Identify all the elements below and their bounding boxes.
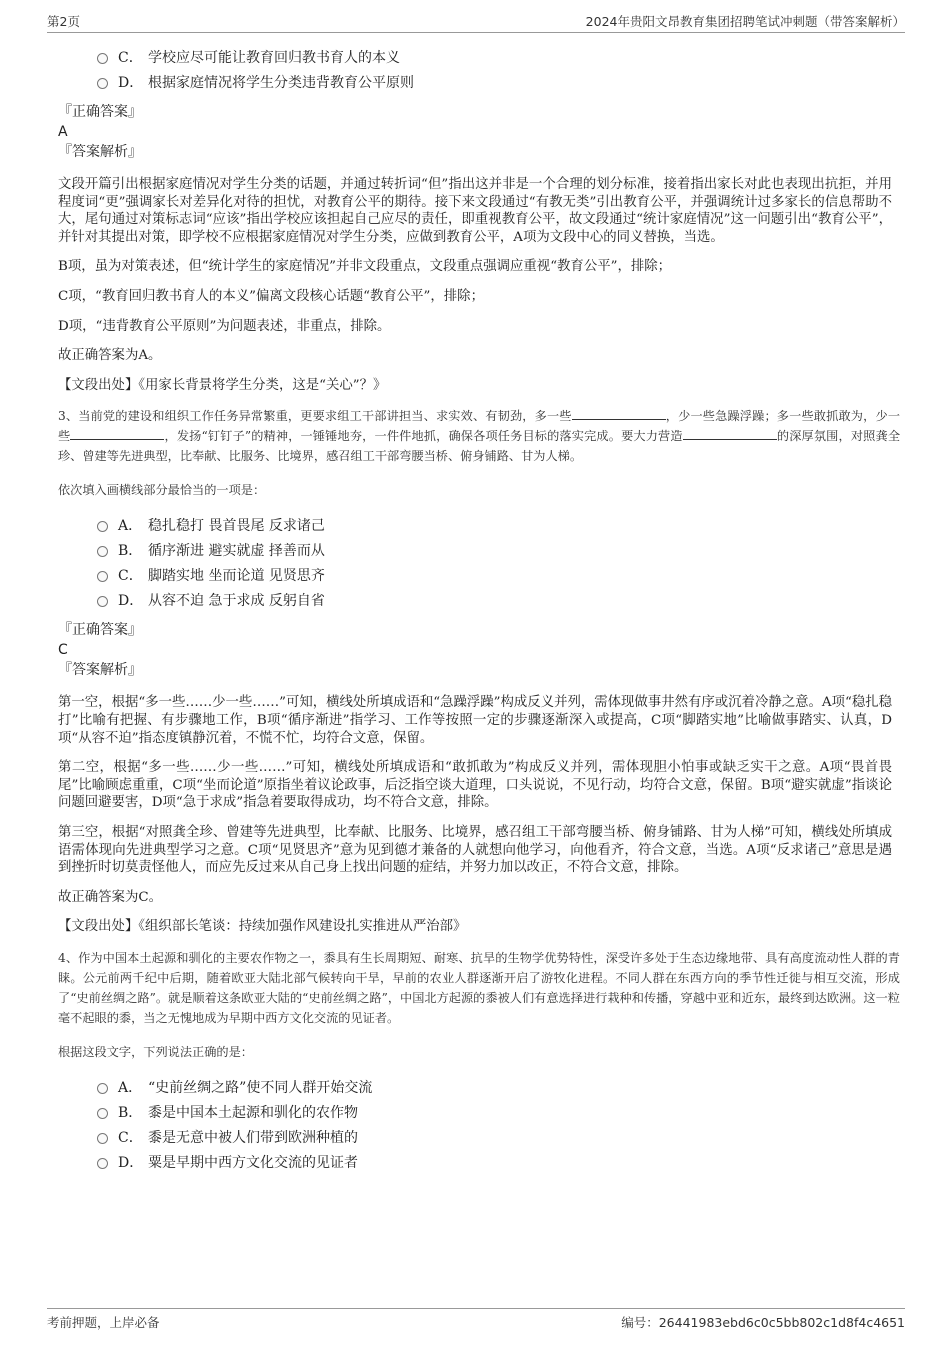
q4-option-c[interactable]: C． 黍是无意中被人们带到欧洲种植的 <box>97 1126 950 1151</box>
radio-icon[interactable] <box>97 1083 108 1094</box>
q2-analysis-paragraph: 文段开篇引出根据家庭情况对学生分类的话题，并通过转折词“但”指出这并非是一个合理的划分标准，接着指出家长对此也表现出抗拒，并用程度词“更”强调家长对差异化对待的担忧，对教育公平的期待。接下来文段通过“有教无类”引出教育公平，并强调统计过多家长的信息帮助不大，尾句通过对策标志词“应该”指出学校应该担起自己应尽的责任，即重视教育公平，故文段通过“统计家庭情况”这一问题引出“教育公平”，并针对其提出对策，即学校不应根据家庭情况对学生分类，应做到教育公平，A项为文段中心的同义替换，当选。 <box>58 177 892 245</box>
fill-blank <box>683 427 777 440</box>
q4-options <box>97 1076 950 1176</box>
q3-answer-label: 『正确答案』 <box>58 622 142 639</box>
q2-answer: A <box>58 124 68 140</box>
radio-icon[interactable] <box>97 1158 108 1169</box>
q3-option-b[interactable]: B． 循序渐进 避实就虚 择善而从 <box>97 539 950 564</box>
document-title: 2024年贵阳文昂教育集团招聘笔试冲刺题（带答案解析） <box>585 14 905 29</box>
radio-icon[interactable] <box>97 78 108 89</box>
q4-stem: 4、作为中国本土起源和驯化的主要农作物之一，黍具有生长周期短、耐寒、抗旱的生物学优势特性，深受许多处于生态边缘地带、具有高度流动性人群的青睐。公元前两千纪中后期，随着欧亚大陆北部气候转向干旱，早前的农业人群逐渐开启了游牧化进程。不同人群在东西方向的季节性迁徙与相互交流，形成了“史前丝绸之路”。就是顺着这条欧亚大陆的“史前丝绸之路”，中国北方起源的黍被人们有意选择进行栽种和传播，穿越中亚和近东，最终到达欧洲。这一粒毫不起眼的黍，当之无愧地成为早期中西方文化交流的见证者。 <box>58 950 900 1025</box>
q3-analysis-paragraph: 第二空，根据“多一些……少一些……”可知，横线处所填成语和“敢抓敢为”构成反义并列，需体现胆小怕事或缺乏实干之意。A项“畏首畏尾”比喻顾虑重重，C项“坐而论道”原指坐着议论政事，后泛指空谈大道理，口头说说，不见行动，均符合文意，保留。B项“避实就虚”指谈论问题回避要害，D项“急于求成”指急着要取得成功，均不符合文意，排除。 <box>58 760 892 811</box>
radio-icon[interactable] <box>97 1133 108 1144</box>
q4-option-b[interactable]: B． 黍是中国本土起源和驯化的农作物 <box>97 1101 950 1126</box>
q2-analysis-paragraph: B项，虽为对策表述，但“统计学生的家庭情况”并非文段重点，文段重点强调应重视“教育公平”，排除； <box>58 259 672 275</box>
q3-analysis-paragraph: 第一空，根据“多一些……少一些……”可知，横线处所填成语和“急躁浮躁”构成反义并列，需体现做事井然有序或沉着冷静之意。A项“稳扎稳打”比喻有把握、有步骤地工作，B项“循序渐进”指学习、工作等按照一定的步骤逐渐深入或提高，C项“脚踏实地”比喻做事踏实、认真，D项“从容不迫”指态度镇静沉着，不慌不忙，均符合文意，保留。 <box>58 695 892 746</box>
footer-slogan: 考前押题，上岸必备 <box>47 1315 160 1330</box>
q3-answer: C <box>58 642 68 659</box>
q3-option-d[interactable]: D． 从容不迫 急于求成 反躬自省 <box>97 589 950 614</box>
q4-instruction: 根据这段文字，下列说法正确的是： <box>58 1044 253 1059</box>
document-body <box>0 46 950 1176</box>
radio-icon[interactable] <box>97 546 108 557</box>
q2-analysis-paragraph: C项，“教育回归教书育人的本义”偏离文段核心话题“教育公平”，排除； <box>58 288 484 304</box>
q2-option-c[interactable]: C． 学校应尽可能让教育回归教书育人的本义 <box>97 46 950 71</box>
radio-icon[interactable] <box>97 53 108 64</box>
fill-blank <box>572 407 666 420</box>
q3-options <box>97 514 950 614</box>
q2-options <box>97 46 950 96</box>
q3-analysis-paragraph: 故正确答案为C。 <box>58 889 162 905</box>
q2-option-d[interactable]: D． 根据家庭情况将学生分类违背教育公平原则 <box>97 71 950 96</box>
q3-source: 【文段出处】《组织部长笔谈：持续加强作风建设扎实推进从严治部》 <box>58 919 467 935</box>
q2-analysis-label: 『答案解析』 <box>58 144 142 160</box>
q3-stem: 3、当前党的建设和组织工作任务异常繁重，更要求组工干部讲担当、求实效、有韧劲，多一些 ，少一些急躁浮躁；多一些敢抓敢为，少一些 ，发扬“钉钉子”的精神，一锤锤地夯，一件件地抓，确保各项任务目标的落实完成。要大力营造 的深厚氛围，对照龚全珍、曾建等先进典型，比奉献、比服务、比境界，感召组工干部弯腰当桥、俯身铺路、甘为人梯。 <box>58 409 901 464</box>
header-divider <box>47 32 905 33</box>
page-header <box>47 12 905 32</box>
radio-icon[interactable] <box>97 521 108 532</box>
q3-analysis-paragraph: 第三空，根据“对照龚全珍、曾建等先进典型，比奉献、比服务、比境界，感召组工干部弯腰当桥、俯身铺路、甘为人梯”可知，横线处所填成语需体现向先进典型学习之意。C项“见贤思齐”意为见到德才兼备的人就想向他学习，向他看齐，符合文意，当选。A项“反求诸己”意思是遇到挫折时切莫责怪他人，而应先反过来从自己身上找出问题的症结，并努力加以改正，不符合文意，排除。 <box>58 824 892 876</box>
q3-instruction: 依次填入画横线部分最恰当的一项是： <box>58 483 266 498</box>
q2-answer-label: 『正确答案』 <box>58 104 142 120</box>
q4-option-a[interactable]: A． “史前丝绸之路”使不同人群开始交流 <box>97 1076 950 1101</box>
q3-option-c[interactable]: C． 脚踏实地 坐而论道 见贤思齐 <box>97 564 950 589</box>
radio-icon[interactable] <box>97 571 108 582</box>
page-number: 第2页 <box>47 14 80 29</box>
q2-source: 【文段出处】《用家长背景将学生分类，这是“关心”？》 <box>58 377 387 393</box>
q2-analysis-paragraph: D项，“违背教育公平原则”为问题表述，非重点，排除。 <box>58 318 391 334</box>
q2-analysis-paragraph: 故正确答案为A。 <box>58 348 162 364</box>
radio-icon[interactable] <box>97 1108 108 1119</box>
document-id: 编号：26441983ebd6c0c5bb802c1d8f4c4651 <box>621 1315 905 1330</box>
radio-icon[interactable] <box>97 596 108 607</box>
fill-blank <box>70 427 164 440</box>
q3-analysis-label: 『答案解析』 <box>58 662 142 679</box>
q3-option-a[interactable]: A． 稳扎稳打 畏首畏尾 反求诸己 <box>97 514 950 539</box>
q4-option-d[interactable]: D． 粟是早期中西方文化交流的见证者 <box>97 1151 950 1176</box>
footer-divider <box>47 1308 905 1309</box>
